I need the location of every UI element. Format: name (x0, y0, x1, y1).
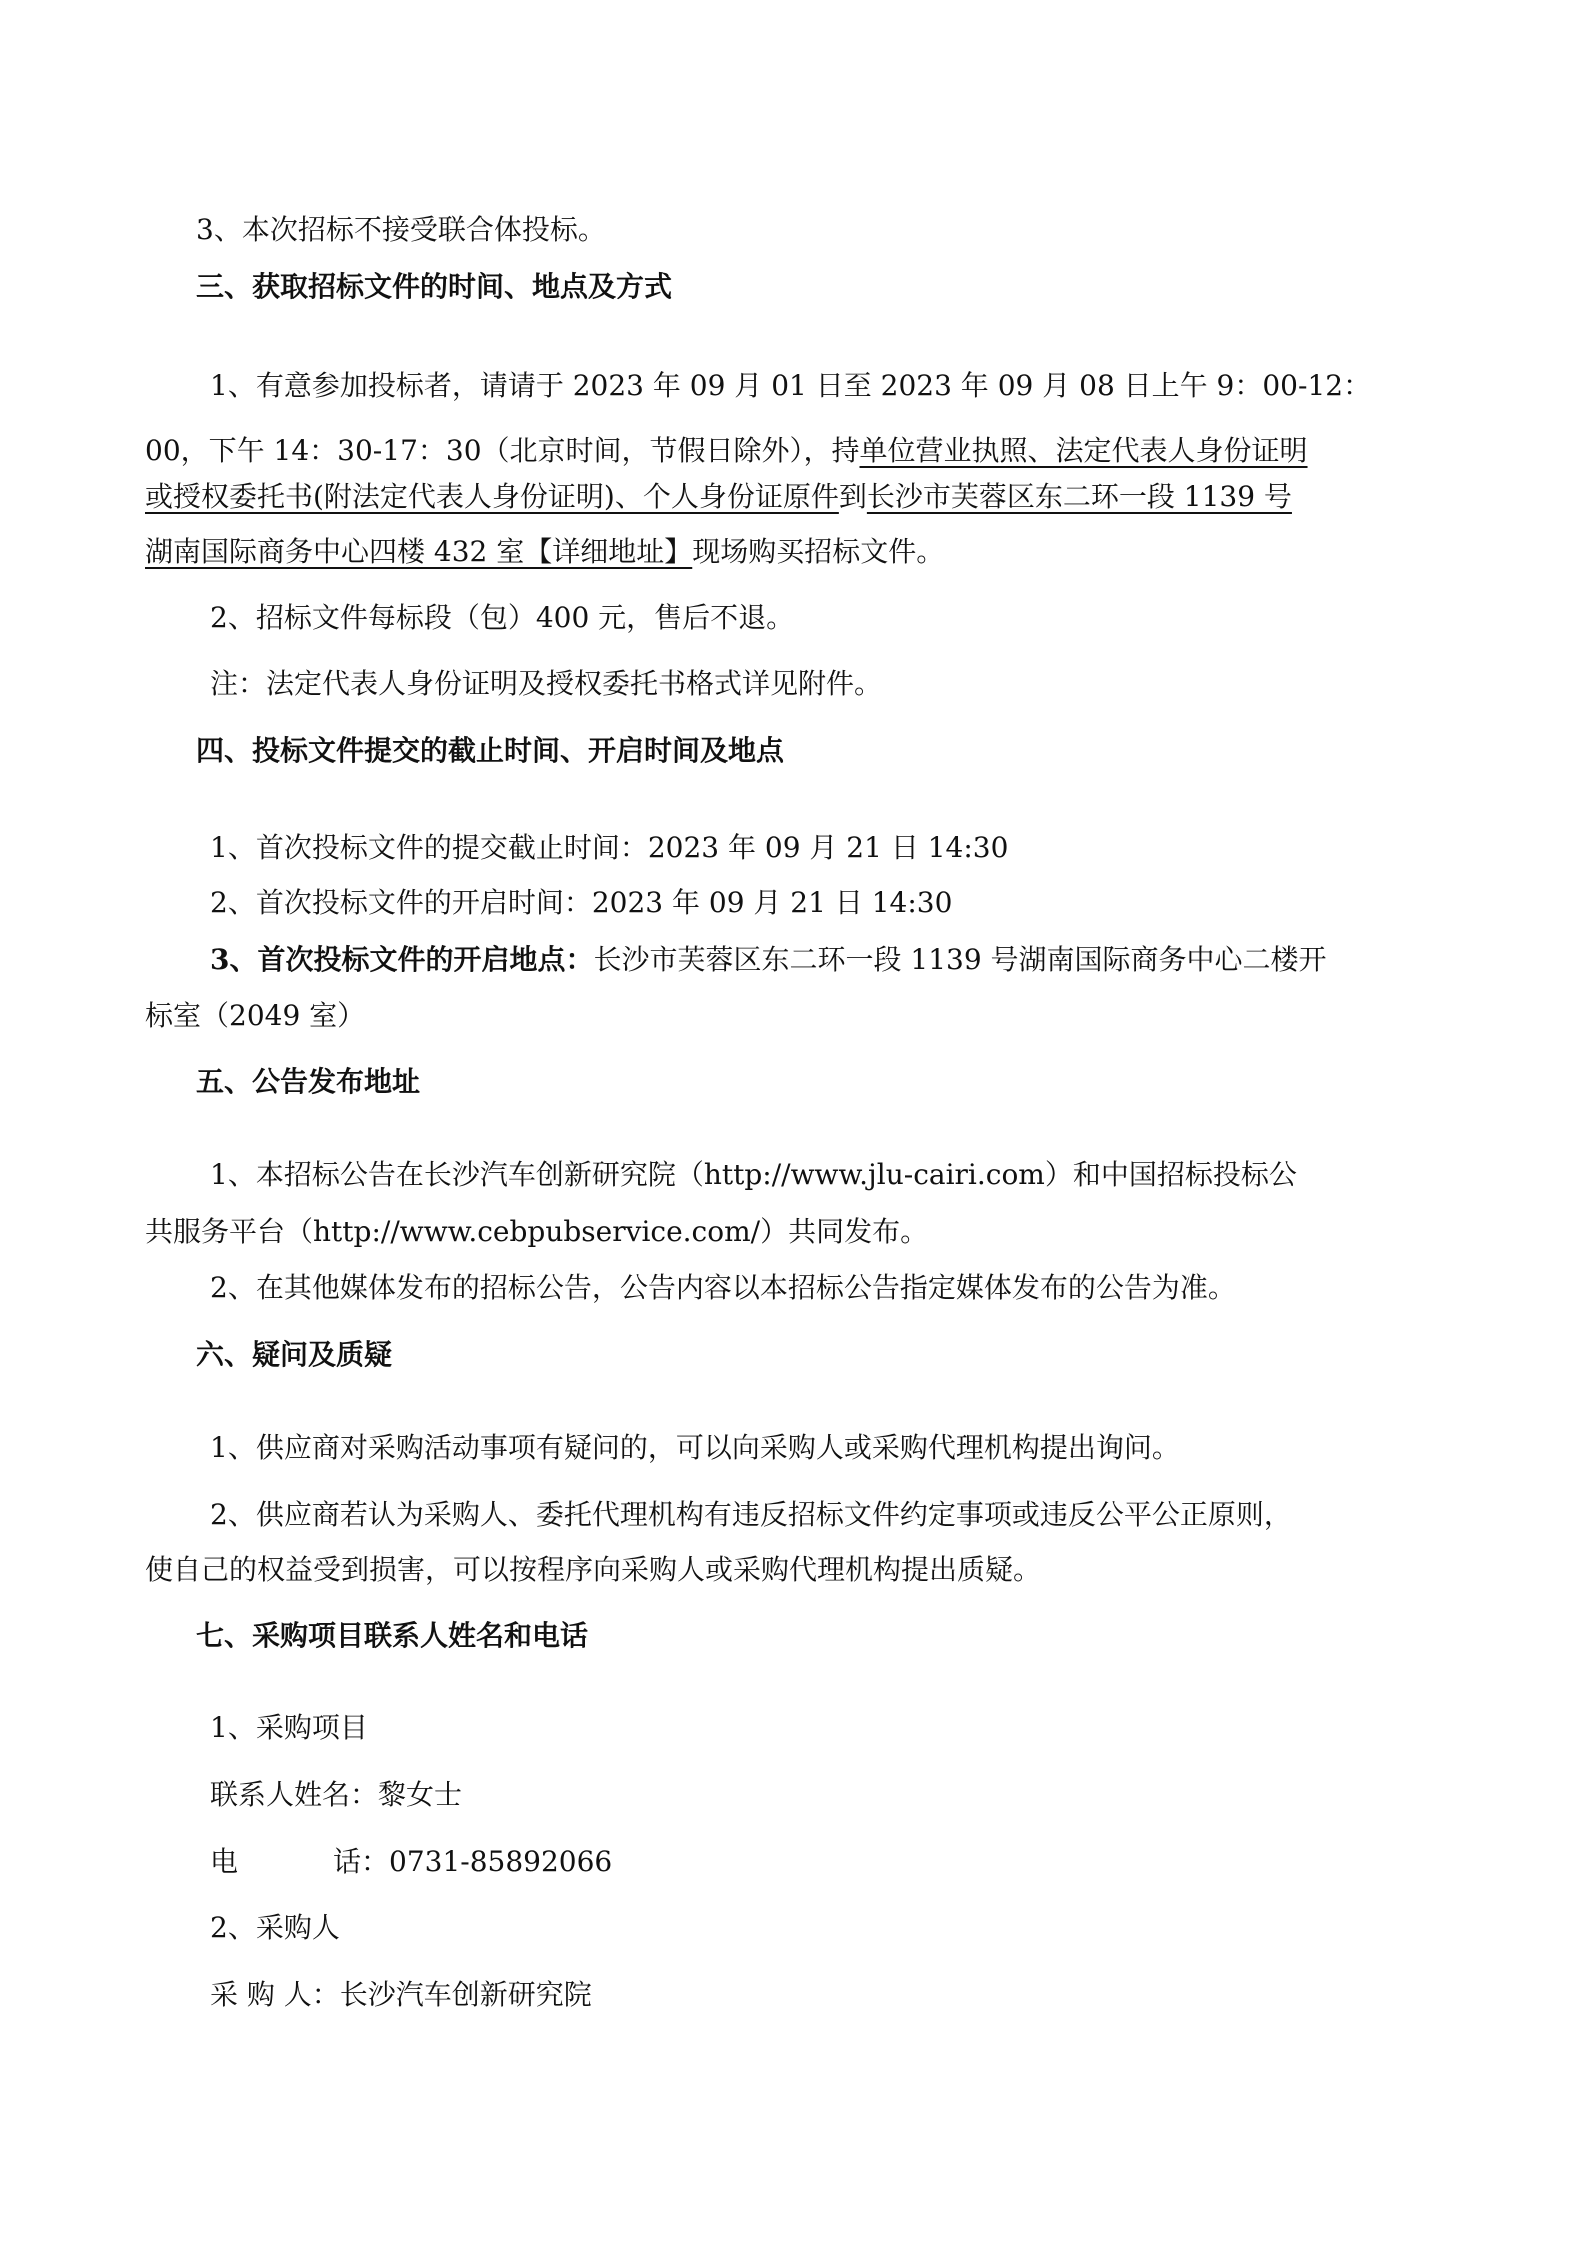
s5-p1-line1: 1、本招标公告在长沙汽车创新研究院（http://www.jlu-cairi.com）和中国招标投标公 (210, 1158, 1297, 1191)
section7-heading: 七、采购项目联系人姓名和电话 (196, 1619, 589, 1652)
s5-p1-line2: 共服务平台（http://www.cebpubservice.com/）共同发布。 (145, 1215, 929, 1248)
s7-purchaser: 采 购 人：长沙汽车创新研究院 (210, 1978, 592, 2011)
s6-p1: 1、供应商对采购活动事项有疑问的，可以向采购人或采购代理机构提出询问。 (210, 1431, 1180, 1464)
s4-p3-text: 长沙市芙蓉区东二环一段 1139 号湖南国际商务中心二楼开 (593, 943, 1327, 976)
s3-note: 注：法定代表人身份证明及授权委托书格式详见附件。 (210, 667, 883, 700)
section5-heading: 五、公告发布地址 (196, 1065, 421, 1098)
s5-p2: 2、在其他媒体发布的招标公告，公告内容以本招标公告指定媒体发布的公告为准。 (210, 1271, 1236, 1304)
s3-p1-line2 (145, 431, 1445, 471)
s4-p1: 1、首次投标文件的提交截止时间：2023 年 09 月 21 日 14:30 (210, 831, 1009, 864)
s7-item2: 2、采购人 (210, 1911, 340, 1944)
section6-heading: 六、疑问及质疑 (196, 1338, 393, 1371)
s3-p2: 2、招标文件每标段（包）400 元，售后不退。 (210, 601, 795, 634)
s3-p1-line2-b: 单位营业执照、法定代表人身份证明 (859, 434, 1308, 467)
s6-p2-line2: 使自己的权益受到损害，可以按程序向采购人或采购代理机构提出质疑。 (145, 1553, 1042, 1586)
s3-p1-line3-c: 长沙市芙蓉区东二环一段 1139 号 (866, 480, 1292, 513)
s4-p3-line1 (210, 940, 1510, 980)
s3-p1-line1: 1、有意参加投标者，请请于 2023 年 09 月 01 日至 2023 年 09 月 08 日上午 9：00-12： (210, 369, 1372, 402)
s3-p1-line4 (145, 532, 1445, 572)
s4-p3-label: 3、首次投标文件的开启地点： (210, 943, 594, 976)
s7-item1: 1、采购项目 (210, 1711, 368, 1744)
s7-contact: 联系人姓名：黎女士 (210, 1778, 463, 1811)
s3-p1-line2-a: 00，下午 14：30-17：30（北京时间，节假日除外），持 (145, 434, 860, 467)
s4-p3-line2: 标室（2049 室） (145, 999, 366, 1032)
s3-p1-line3-b: 到 (838, 480, 867, 513)
section4-heading: 四、投标文件提交的截止时间、开启时间及地点 (196, 734, 785, 767)
s3-p1-line3 (145, 477, 1445, 517)
s3-p1-line4-a: 湖南国际商务中心四楼 432 室【详细地址】 (145, 535, 693, 568)
s7-phone-label-2: 话：0731-85892066 (333, 1845, 613, 1878)
s3-p1-line3-a: 或授权委托书(附法定代表人身份证明)、个人身份证原件 (145, 480, 839, 513)
s6-p2-line1: 2、供应商若认为采购人、委托代理机构有违反招标文件约定事项或违反公平公正原则， (210, 1498, 1292, 1531)
s4-p2: 2、首次投标文件的开启时间：2023 年 09 月 21 日 14:30 (210, 886, 953, 919)
s2-item3: 3、本次招标不接受联合体投标。 (196, 213, 606, 246)
s7-phone-label-1: 电 (210, 1845, 239, 1878)
s7-phone (210, 1842, 1510, 1882)
s3-p1-line4-b: 现场购买招标文件。 (692, 535, 945, 568)
section3-heading: 三、获取招标文件的时间、地点及方式 (196, 270, 673, 303)
